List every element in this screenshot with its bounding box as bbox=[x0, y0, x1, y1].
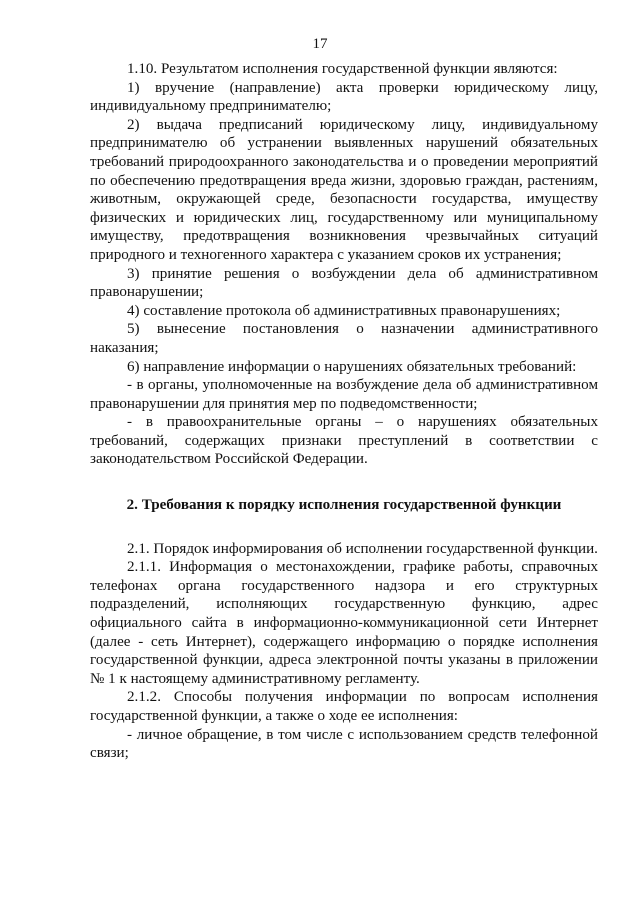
result-item-6: 6) направление информации о нарушениях обязательных требований: bbox=[127, 358, 577, 375]
paragraph-2-1-2-bullet-1: - личное обращение, в том числе с использованием средств телефонной связи; bbox=[90, 726, 598, 762]
result-item-2: 2) выдача предписаний юридическому лицу, индивидуальному предпринимателю об устранении выявленных нарушений обязательных требований природоохранного законодательства и о проведении мероприятий по обеспечению предотвращения вреда жизни, здоровью граждан, растениям, животным, окружающей среде, безопасности государства, имуществу физических и юридических лиц, государственному или муниципальному имуществу, предотвращения возникновения чрезвычайных ситуаций природного и техногенного характера с указанием сроков их устранения; bbox=[90, 116, 598, 263]
result-item-4: 4) составление протокола об административных правонарушениях; bbox=[127, 302, 561, 319]
page-number: 17 bbox=[312, 36, 328, 52]
result-item-3: 3) принятие решения о возбуждении дела об административном правонарушении; bbox=[90, 265, 598, 301]
result-item-5: 5) вынесение постановления о назначении административного наказания; bbox=[90, 321, 598, 356]
paragraph-2-1-1: 2.1.1. Информация о местонахождении, графике работы, справочных телефонах органа государственного надзора и его структурных подразделений, исполняющих государственную функцию, адрес официального сайта в информационно-коммуникационной сети Интернет (далее - сеть Интернет), содержащего информацию о порядке исполнения государственной функции, адреса электронной почты указаны в приложении № 1 к настоящему административному регламенту. bbox=[90, 559, 598, 687]
result-item-6-bullet-2: - в правоохранительные органы – о нарушениях обязательных требований, содержащих признаки преступлений в соответствии с законодательством Российской Федерации. bbox=[90, 414, 598, 468]
paragraph-1-10: 1.10. Результатом исполнения государственной функции являются: bbox=[127, 61, 558, 77]
section-2-heading: 2. Требования к порядку исполнения государственной функции bbox=[126, 497, 562, 514]
paragraph-2-1-2: 2.1.2. Способы получения информации по вопросам исполнения государственной функции, а также о ходе ее исполнения: bbox=[90, 689, 598, 724]
result-item-6-bullet-1: - в органы, уполномоченные на возбуждение дела об административном правонарушении для принятия мер по подведомственности; bbox=[90, 377, 598, 412]
result-item-1: 1) вручение (направление) акта проверки юридическому лицу, индивидуальному предпринимателю; bbox=[90, 79, 598, 115]
paragraph-2-1: 2.1. Порядок информирования об исполнении государственной функции. bbox=[127, 540, 598, 557]
document-body bbox=[90, 60, 598, 763]
